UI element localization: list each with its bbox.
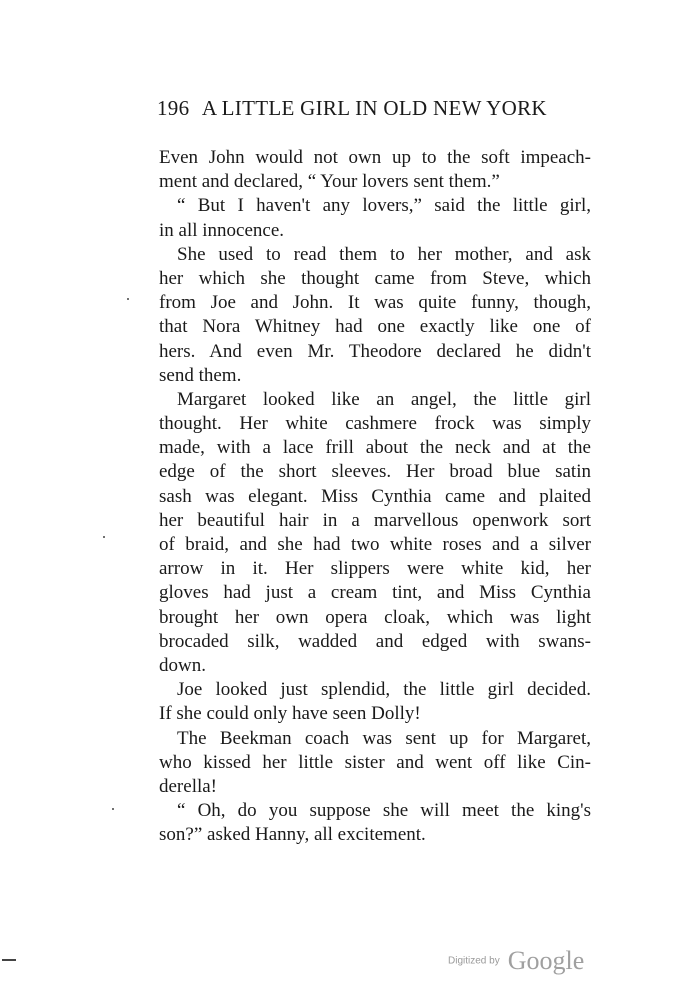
text-line: gloves had just a cream tint, and Miss Cynthia	[159, 582, 591, 604]
text-line: her which she thought came from Steve, which	[159, 267, 591, 289]
page-number: 196	[157, 96, 190, 120]
scan-speck	[127, 298, 129, 300]
text-line: “ Oh, do you suppose she will meet the king's	[177, 800, 591, 822]
scan-mark	[2, 959, 16, 961]
google-logo: Google	[507, 946, 585, 975]
text-line: son?” asked Hanny, all excitement.	[159, 824, 426, 846]
text-line: made, with a lace frill about the neck and at the	[159, 437, 591, 459]
text-line: Even John would not own up to the soft impeach-	[159, 147, 591, 168]
body-text	[159, 146, 591, 847]
text-line: Margaret looked like an angel, the little girl	[177, 388, 591, 410]
text-line: If she could only have seen Dolly!	[159, 703, 421, 725]
text-line: sash was elegant. Miss Cynthia came and plaited	[159, 485, 591, 507]
digitized-by-google-watermark	[448, 946, 584, 976]
text-line: edge of the short sleeves. Her broad blue satin	[159, 461, 591, 483]
text-line: who kissed her little sister and went off like Cin-	[159, 751, 591, 773]
text-line: She used to read them to her mother, and ask	[177, 243, 591, 265]
text-line: send them.	[159, 364, 242, 386]
scan-speck	[112, 808, 114, 810]
text-line: Joe looked just splendid, the little girl decided.	[177, 679, 591, 701]
text-line: brocaded silk, wadded and edged with swans-	[159, 630, 591, 652]
text-line: down.	[159, 654, 206, 676]
running-header	[157, 96, 597, 121]
text-line: brought her own opera cloak, which was light	[159, 606, 591, 628]
text-line: The Beekman coach was sent up for Margaret,	[177, 727, 591, 749]
scan-speck	[103, 536, 105, 538]
text-line: from Joe and John. It was quite funny, though,	[159, 292, 591, 314]
text-line: her beautiful hair in a marvellous openwork sort	[159, 509, 591, 531]
text-line: thought. Her white cashmere frock was simply	[159, 413, 591, 435]
text-line: in all innocence.	[159, 219, 285, 241]
text-line: that Nora Whitney had one exactly like one of	[159, 316, 591, 338]
watermark-prefix: Digitized by	[448, 955, 500, 967]
text-line: hers. And even Mr. Theodore declared he didn't	[159, 340, 591, 362]
text-line: ment and declared, “ Your lovers sent them.”	[159, 171, 500, 193]
text-line: arrow in it. Her slippers were white kid, her	[159, 558, 591, 580]
running-title: A LITTLE GIRL IN OLD NEW YORK	[201, 96, 547, 120]
text-line: derella!	[159, 775, 218, 797]
text-line: “ But I haven't any lovers,” said the little girl,	[177, 195, 591, 217]
text-line: of braid, and she had two white roses and a silver	[159, 534, 591, 555]
